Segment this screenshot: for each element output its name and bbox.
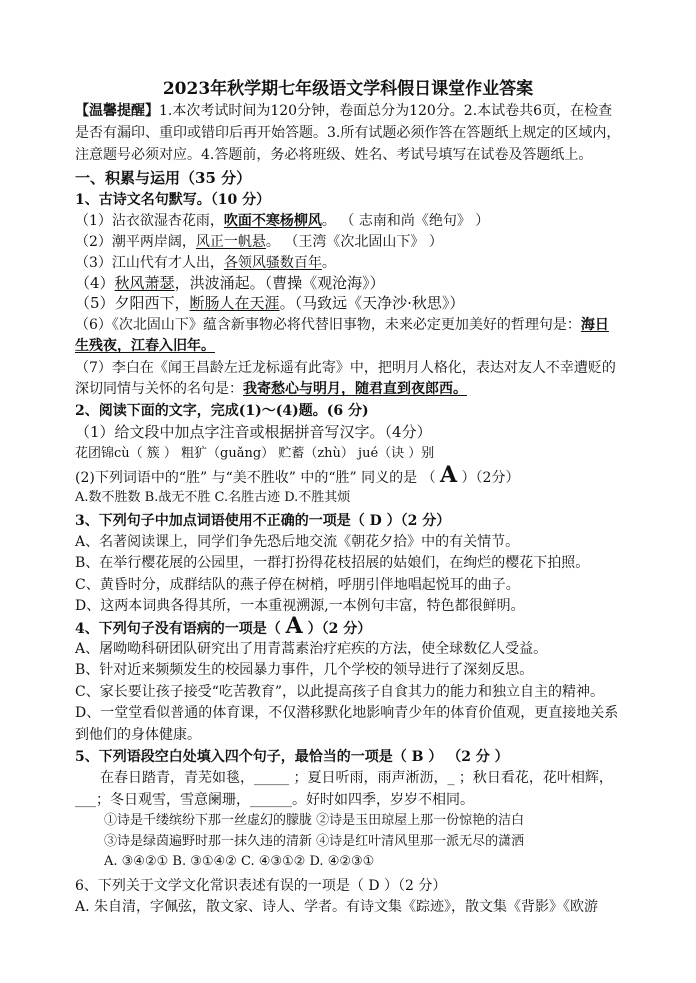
q1-line-7b-text: 深切同情与关怀的名句是： [75,381,243,397]
q1-line-6-text: （6）《次北固山下》蕴含新事物必将代替旧事物，未来必定更加美好的哲理句是： [75,317,581,333]
section-heading: 一、积累与运用（35 分） [75,169,252,187]
q3-option-b: B、在举行樱花展的公园里，一群打扮得花枝招展的姑娘们，在绚烂的樱花下拍照。 [75,555,590,571]
q3-heading: 3、下列句子中加点词语使用不正确的一项是（ D ）（2 分） [75,513,451,529]
q2-sub-2 [75,462,520,488]
q2-sub-2-score: ）（2分） [457,470,520,486]
q5-heading: 5、下列语段空白处填入四个句子，最恰当的一项是（ B ） （2 分 ） [75,749,509,765]
q4-heading-text: 4、下列句子没有语病的一项是（ [75,621,286,637]
q1-line-1-source: 。 （ 志南和尚《绝句》 ） [321,213,490,229]
q1-line-6-answer-b: 生残夜，江春入旧年。 [75,338,215,354]
q1-line-5 [75,293,464,313]
q4-answer: A [285,613,303,639]
q5-passage-2: ___；冬日观雪，雪意阑珊，______。好时如四季，岁岁不相同。 [75,792,474,808]
q1-line-1-answer: 吹面不寒杨柳风 [223,213,322,229]
q4-option-b: B、针对近来频频发生的校园暴力事件，几个学校的领导进行了深刻反思。 [75,662,534,678]
q4-score: ）（2 分） [302,621,372,637]
tips-line-1 [75,101,612,121]
q1-line-4-source: ，洪波涌起。（曹操《观沧海》） [174,274,385,292]
q1-line-2-source: 。 （王湾《次北固山下》 ） [265,234,443,250]
q1-heading: 1、古诗文名句默写。（10 分） [75,192,271,208]
q4-option-c: C、家长要让孩子接受“吃苦教育”，以此提高孩子自食其力的能力和独立自主的精神。 [75,684,605,700]
q5-answers: A. ③④②① B. ③①④② C. ④③①② D. ④②③① [104,854,375,869]
q2-sub-1: （1）给文段中加点字注音或根据拼音写汉字。（4分） [75,423,432,441]
q4-option-d-cont: 到他们的身体健康。 [75,727,201,743]
q2-pinyin-row: 花团锦cù（ 簇 ） 粗犷（guǎng） 贮蓄（zhù） jué（诀 ）别 [75,446,435,461]
q1-line-4-answer: 秋风萧瑟 [114,274,175,292]
q3-option-d: D、这两本词典各得其所，一本重视溯源,一本例句丰富，特色都很鲜明。 [75,598,525,614]
q2-heading: 2、阅读下面的文字，完成(1)～(4)题。(6 分) [75,403,369,419]
q1-line-7b [75,379,467,399]
q1-line-7-answer: 我寄愁心与明月，随君直到夜郎西。 [243,381,467,397]
q1-line-6 [75,315,609,335]
q1-line-6-answer-a: 海日 [580,317,609,333]
q1-line-2-answer: 风正一帆悬 [195,234,266,250]
q3-option-c: C、黄昏时分，成群结队的燕子停在树梢，呼朋引伴地唱起悦耳的曲子。 [75,577,520,593]
q1-line-4-text: （4） [75,274,115,292]
q6-heading: 6、下列关于文学文化常识表述有误的一项是（ D ）（2 分） [75,878,447,894]
q1-line-5-source: 。（马致远《天净沙·秋思》） [279,294,465,312]
q5-passage-1: 在春日踏青，青芜如毯，_____ ；夏日听雨，雨声淅沥，_ ；秋日看花，花叶相辉， [100,770,613,786]
q1-line-3-answer: 各领风骚数百年 [223,255,322,271]
tips-line-3: 注意题号必须对应。4.答题前，务必将班级、姓名、考试号填写在试卷及答题纸上。 [75,147,593,163]
q2-options: A.数不胜数 B.战无不胜 C.名胜古迹 D.不胜其烦 [75,490,351,505]
q1-line-3-end: 。 [321,255,336,271]
tips-text-1: 1.本次考试时间为120分钟，卷面总分为120分。2.本试卷共6页，在检查 [159,103,613,119]
q1-line-2-text: （2）潮平两岸阔， [75,234,196,250]
q2-sub-2-answer: A [440,462,458,488]
q1-line-1 [75,211,489,231]
q3-option-a: A、名著阅读课上，同学们争先恐后地交流《朝花夕拾》中的有关情节。 [75,534,520,550]
tips-line-2: 是否有漏印、重印或错印后再开始答题。3.所有试题必须作答在答题纸上规定的区域内， [75,125,621,141]
q4-option-a: A、屠呦呦科研团队研究出了用青蒿素治疗疟疾的方法，使全球数亿人受益。 [75,641,548,657]
q1-line-3-text: （3）江山代有才人出， [75,255,224,271]
q5-options-1: ①诗是千缕缤纷下那一丝虚幻的朦胧 ②诗是玉田琼屋上那一份惊艳的洁白 [104,813,525,828]
q1-line-5-text: （5）夕阳西下， [75,294,190,312]
q1-line-2 [75,232,443,252]
page-title: 2023年秋学期七年级语文学科假日课堂作业答案 [162,79,534,99]
q1-line-4 [75,273,385,293]
tips-label: 【温馨提醒】 [75,103,159,119]
q1-line-1-text: （1）沾衣欲湿杏花雨， [75,213,224,229]
q4-heading [75,613,372,639]
q1-line-3 [75,253,336,273]
q4-option-d: D、一堂堂看似普通的体育课，不仅潜移默化地影响青少年的体育价值观，更直接地关系 [75,705,619,721]
q1-line-7: （7）李白在《闻王昌龄左迁龙标遥有此寄》中，把明月人格化，表达对友人不幸遭贬的 [75,360,616,376]
q5-options-2: ③诗是绿茵遍野时那一抹久违的清新 ④诗是红叶清风里那一派无尽的潇洒 [104,834,525,849]
q6-option-a: A. 朱自清，字佩弦，散文家、诗人、学者。有诗文集《踪迹》，散文集《背影》《欧游 [75,899,599,915]
q1-line-5-answer: 断肠人在天涯 [189,294,280,312]
q2-sub-2-text: (2)下列词语中的“胜” 与“美不胜收” 中的“胜” 同义的是 （ [75,470,441,486]
